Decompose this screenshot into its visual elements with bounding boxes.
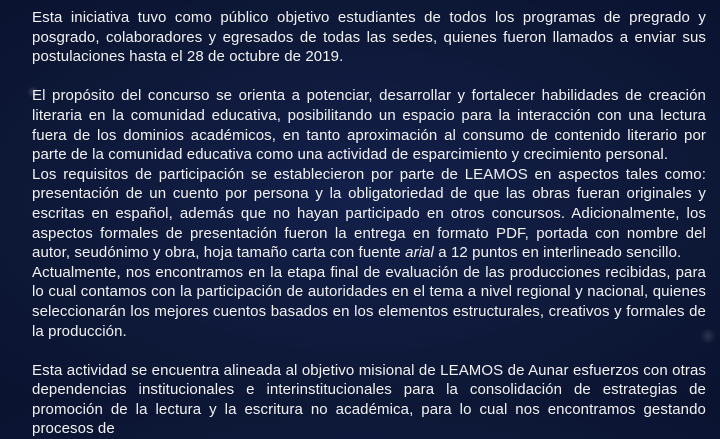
paragraph-purpose: El propósito del concurso se orienta a potenciar, desarrollar y fortalecer habilidades de creación literaria en la comunidad educativa, posibilitando un espacio para la interacción con una lectura fuera de los dominios académicos, en tanto aproximación al consumo de contenido literario por parte de la comunidad educativa como una actividad de esparcimiento y crecimiento personal. xyxy=(32,87,706,164)
requirements-text-end: a 12 puntos en interlineado sencillo. xyxy=(434,244,682,262)
paragraph-audience: Esta iniciativa tuvo como público objetivo estudiantes de todos los programas de pregrado y posgrado, colaboradores y egresados de todas las sedes, quienes fueron llamados a enviar sus postulaciones hasta el 28 de octubre de 2019. xyxy=(32,9,706,66)
paragraph-requirements xyxy=(32,165,706,263)
requirements-text: Los requisitos de participación se establecieron por parte de LEAMOS en aspectos tales como: presentación de un cuento por persona y la obligatoriedad de que las obras fueran originales y escritas en español, además que no hayan participado en otros concursos. Adicionalmente, los aspectos formales de presentación fueron la entrega en formato PDF, portada con nombre del autor, seudónimo y obra, hoja tamaño carta con fuente xyxy=(32,165,706,262)
paragraph-current-status: Actualmente, nos encontramos en la etapa final de evaluación de las producciones recibidas, para lo cual contamos con la participación de autoridades en el tema a nivel regional y nacional, quienes seleccionarán los mejores cuentos basados en los elementos estructurales, creativos y formales de la producción. xyxy=(32,263,706,340)
paragraph-mission: Esta actividad se encuentra alineada al objetivo misional de LEAMOS de Aunar esfuerzos con otras dependencias institucionales e interinstitucionales para la consolidación de estrategias de promoción de la lectura y la escritura no académica, para lo cual nos encontramos gestando procesos de xyxy=(32,361,706,438)
font-name-italic: arial xyxy=(405,244,434,262)
document-body xyxy=(32,8,706,439)
paragraph-spacer xyxy=(32,67,706,87)
paragraph-spacer xyxy=(32,341,706,361)
